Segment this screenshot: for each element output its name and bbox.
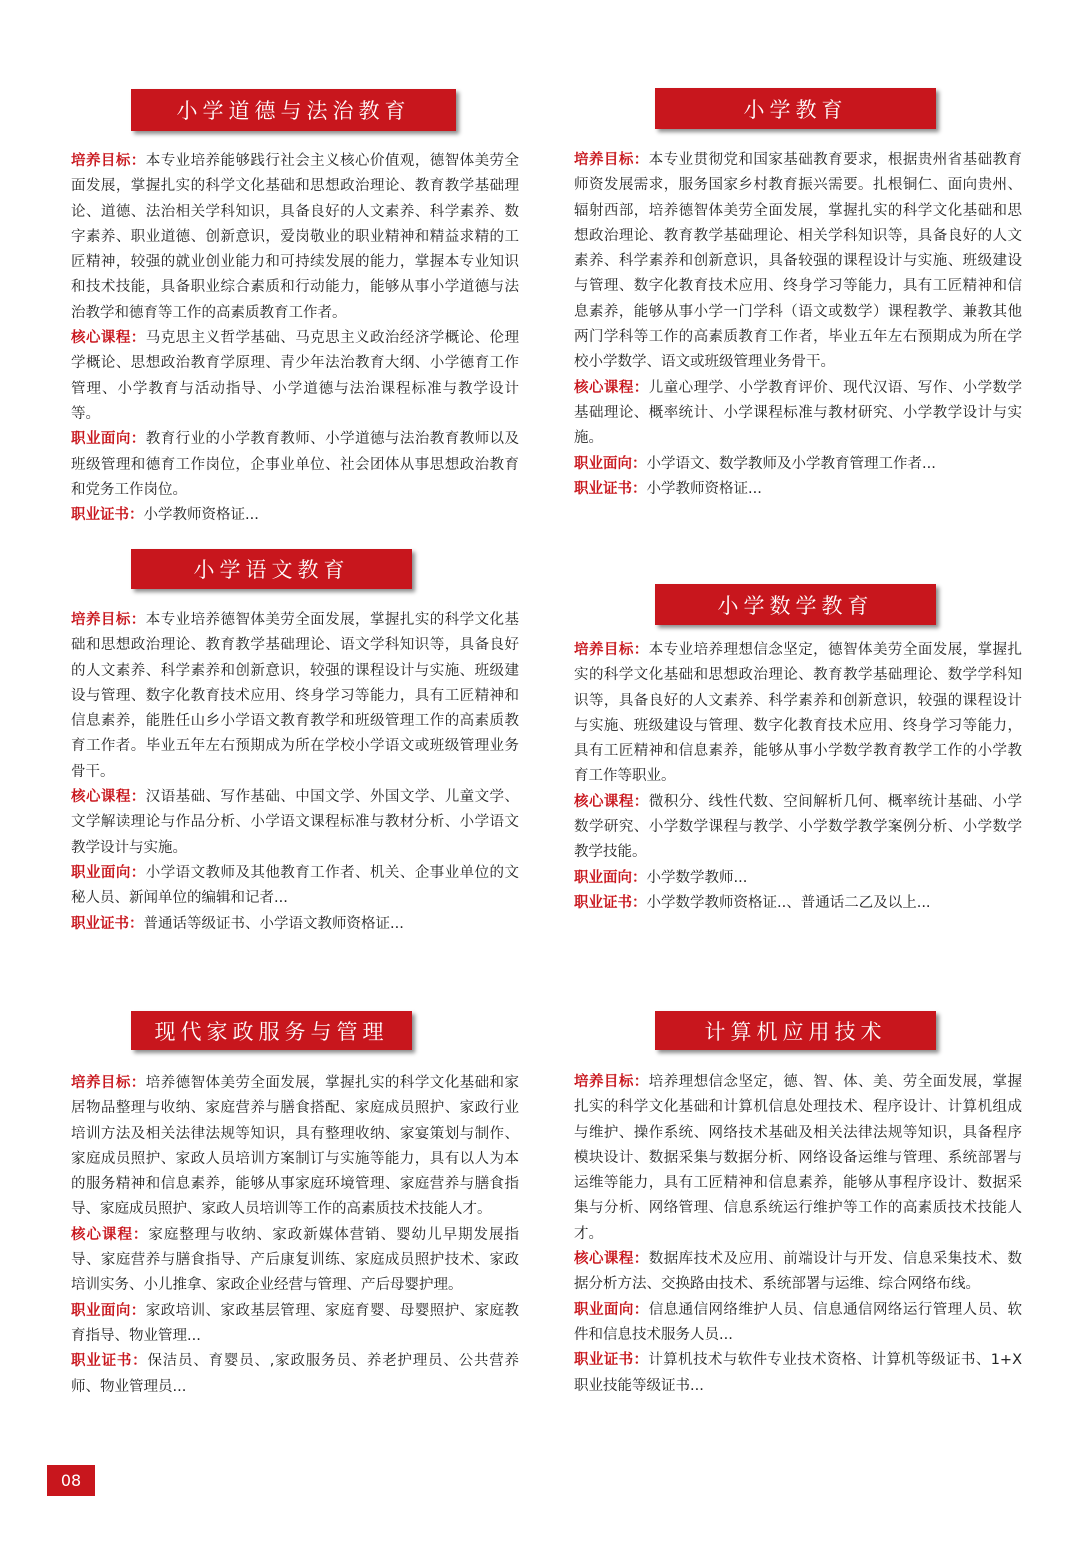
major-info-block <box>574 1070 1022 1399</box>
training-goal <box>574 1070 1022 1247</box>
major-title-banner <box>655 1011 936 1050</box>
career-direction <box>574 452 1022 477</box>
career-direction <box>574 1298 1022 1349</box>
career-direction <box>574 866 1022 891</box>
certs-label: 职业证书： <box>71 1353 148 1370</box>
certs-label: 职业证书： <box>574 1352 649 1369</box>
core-courses <box>574 790 1022 866</box>
training-goal <box>574 148 1022 376</box>
jobs-text: 教育行业的小学教育教师、小学道德与法治教育教师以及班级管理和德育工作岗位，企事业单位、社会团体从事思想政治教育和党务工作岗位。 <box>71 431 520 498</box>
major-title: 小学道德与法治教育 <box>176 99 411 123</box>
jobs-label: 职业面向： <box>71 864 146 881</box>
career-direction <box>71 427 519 503</box>
jobs-text: 小学数学教师... <box>646 869 748 886</box>
page-number: 08 <box>60 1471 82 1490</box>
goal-text: 本专业贯彻党和国家基础教育要求，根据贵州省基础教育师资发展需求，服务国家乡村教育振兴需要。扎根铜仁、面向贵州、辐射西部，培养德智体美劳全面发展，掌握扎实的科学文化基础和思想政治理论、教育教学基础理论、相关学科知识等，具备良好的人文素养、科学素养和创新意识，具备较强的课程设计与实施、班级建设与管理、数字化教育技术应用、终身学习等能力，具有工匠精神和信息素养，能够从事小学一门学科（语文或数学）课程教学、兼教其他两门学科等工作的高素质教育工作者，毕业五年左右预期成为所在学校小学数学、语文或班级管理业务骨干。 <box>574 152 1023 371</box>
goal-label: 培养目标： <box>71 153 146 169</box>
jobs-label: 职业面向： <box>574 455 647 472</box>
goal-text: 本专业培养理想信念坚定，德智体美劳全面发展，掌握扎实的科学文化基础和思想政治理论、教育教学基础理论、数学学科知识等，具备良好的人文素养、科学素养和创新意识，较强的课程设计与实施、班级建设与管理、数字化教育技术应用、终身学习等能力，具有工匠精神和信息素养，能够从事小学数学教育教学工作的小学教育工作等职业。 <box>574 642 1023 785</box>
goal-label: 培养目标： <box>574 642 649 658</box>
certificates <box>71 912 519 937</box>
training-goal <box>574 638 1022 790</box>
certificates <box>574 891 1022 916</box>
courses-text: 数据库技术及应用、前端设计与开发、信息采集技术、数据分析方法、交换路由技术、系统部署与运维、综合网络布线。 <box>574 1251 1023 1293</box>
goal-text: 培养理想信念坚定，德、智、体、美、劳全面发展，掌握扎实的科学文化基础和计算机信息处理技术、程序设计、计算机组成与维护、操作系统、网络技术基础及相关法律法规等知识，具备程序模块设计、数据采集与数据分析、网络设备运维与管理、系统部署与运维等能力，具有工匠精神和信息素养，能够从事程序设计、数据采集与分析、网络管理、信息系统运行维护等工作的高素质技术技能人才。 <box>574 1074 1023 1242</box>
courses-text: 微积分、线性代数、空间解析几何、概率统计基础、小学数学研究、小学数学课程与教学、小学数学教学案例分析、小学数学教学技能。 <box>574 793 1023 861</box>
major-title: 小学数学教育 <box>717 593 874 618</box>
courses-label: 核心课程： <box>574 1251 649 1268</box>
training-goal <box>71 149 519 326</box>
core-courses <box>574 1247 1022 1298</box>
courses-label: 核心课程： <box>574 793 649 810</box>
courses-text: 马克思主义哲学基础、马克思主义政治经济学概论、伦理学概论、思想政治教育学原理、青少年法治教育大纲、小学德育工作管理、小学教育与活动指导、小学道德与法治课程标准与教学设计等。 <box>71 330 520 422</box>
courses-label: 核心课程： <box>71 1226 149 1243</box>
major-title-banner <box>131 549 412 589</box>
jobs-text: 家政培训、家政基层管理、家庭育婴、母婴照护、家庭教育指导、物业管理... <box>71 1302 520 1344</box>
major-title: 小学语文教育 <box>193 558 350 582</box>
certs-text: 普通话等级证书、小学语文教师资格证... <box>143 915 404 932</box>
certs-label: 职业证书： <box>71 915 144 932</box>
certs-label: 职业证书： <box>574 894 647 911</box>
training-goal <box>71 1071 519 1223</box>
certs-text: 小学数学教师资格证..、普通话二乙及以上... <box>646 894 931 911</box>
courses-label: 核心课程： <box>71 789 146 806</box>
major-title-banner <box>655 88 936 129</box>
courses-text: 家庭整理与收纳、家政新媒体营销、婴幼儿早期发展指导、家庭营养与膳食指导、产后康复训练、家庭成员照护技术、家政培训实务、小儿推拿、家政企业经营与管理、产后母婴护理。 <box>71 1226 520 1294</box>
major-info-block <box>71 608 519 937</box>
major-title: 计算机应用技术 <box>704 1019 887 1044</box>
career-direction <box>71 861 519 912</box>
training-goal <box>71 608 519 785</box>
certificates <box>71 1349 519 1400</box>
certs-label: 职业证书： <box>574 480 647 497</box>
core-courses <box>71 785 519 861</box>
certs-text: 保洁员、育婴员、,家政服务员、养老护理员、公共营养师、物业管理员... <box>71 1353 520 1395</box>
page-number-badge <box>47 1465 95 1496</box>
goal-text: 本专业培养德智体美劳全面发展，掌握扎实的科学文化基础和思想政治理论、教育教学基础理论、语文学科知识等，具备良好的人文素养、科学素养和创新意识，较强的课程设计与实施、班级建设与管理、数字化教育技术应用、终身学习等能力，具有工匠精神和信息素养，能胜任山乡小学语文教育教学和班级管理工作的高素质教育工作者。毕业五年左右预期成为所在学校小学语文或班级管理业务骨干。 <box>71 612 520 780</box>
jobs-label: 职业面向： <box>71 1302 146 1319</box>
major-info-block <box>574 148 1022 502</box>
major-title-banner <box>131 89 456 131</box>
jobs-label: 职业面向： <box>574 869 647 886</box>
major-title: 现代家政服务与管理 <box>154 1019 389 1044</box>
courses-label: 核心课程： <box>71 330 146 347</box>
goal-label: 培养目标： <box>574 1074 649 1090</box>
courses-text: 儿童心理学、小学教育评价、现代汉语、写作、小学数学基础理论、概率统计、小学课程标准与教材研究、小学教学设计与实施。 <box>574 379 1023 447</box>
major-info-block <box>574 638 1022 916</box>
major-title: 小学教育 <box>743 97 848 122</box>
certs-label: 职业证书： <box>71 507 144 524</box>
courses-label: 核心课程： <box>574 379 649 396</box>
goal-label: 培养目标： <box>71 612 146 628</box>
goal-text: 培养德智体美劳全面发展，掌握扎实的科学文化基础和家居物品整理与收纳、家庭营养与膳食搭配、家庭成员照护、家政行业培训方法及相关法律法规等知识，具有整理收纳、家宴策划与制作、家庭成员照护、家政人员培训方案制订与实施等能力，具有以人为本的服务精神和信息素养，能够从事家庭环境管理、家庭营养与膳食指导、家庭成员照护、家政人员培训等工作的高素质技术技能人才。 <box>71 1075 520 1218</box>
goal-text: 本专业培养能够践行社会主义核心价值观，德智体美劳全面发展，掌握扎实的科学文化基础和思想政治理论、教育教学基础理论、道德、法治相关学科知识，具备良好的人文素养、科学素养、数字素养、职业道德、创新意识，爱岗敬业的职业精神和精益求精的工匠精神，较强的就业创业能力和可持续发展的能力，掌握本专业知识和技术技能，具备职业综合素质和行动能力，能够从事小学道德与法治教学和德育等工作的高素质教育工作者。 <box>71 153 520 321</box>
jobs-text: 信息通信网络维护人员、信息通信网络运行管理人员、软件和信息技术服务人员... <box>574 1301 1023 1343</box>
core-courses <box>71 326 519 427</box>
core-courses <box>574 376 1022 452</box>
certs-text: 小学教师资格证... <box>646 480 762 497</box>
core-courses <box>71 1223 519 1299</box>
major-title-banner <box>655 584 936 625</box>
jobs-text: 小学语文教师及其他教育工作者、机关、企事业单位的文秘人员、新闻单位的编辑和记者... <box>71 864 520 907</box>
major-info-block <box>71 1071 519 1400</box>
certificates <box>71 503 519 528</box>
goal-label: 培养目标： <box>71 1075 146 1091</box>
certificates <box>574 477 1022 502</box>
courses-text: 汉语基础、写作基础、中国文学、外国文学、儿童文学、文学解读理论与作品分析、小学语文课程标准与教材分析、小学语文教学设计与实施。 <box>71 789 520 856</box>
certs-text: 计算机技术与软件专业技术资格、计算机等级证书、1+X职业技能等级证书... <box>574 1352 1023 1394</box>
jobs-text: 小学语文、数学教师及小学教育管理工作者... <box>646 455 936 472</box>
major-info-block <box>71 149 519 528</box>
major-title-banner <box>131 1011 412 1050</box>
certificates <box>574 1348 1022 1399</box>
career-direction <box>71 1299 519 1350</box>
certs-text: 小学教师资格证... <box>143 507 259 524</box>
goal-label: 培养目标： <box>574 152 649 168</box>
jobs-label: 职业面向： <box>71 431 146 448</box>
jobs-label: 职业面向： <box>574 1301 649 1318</box>
